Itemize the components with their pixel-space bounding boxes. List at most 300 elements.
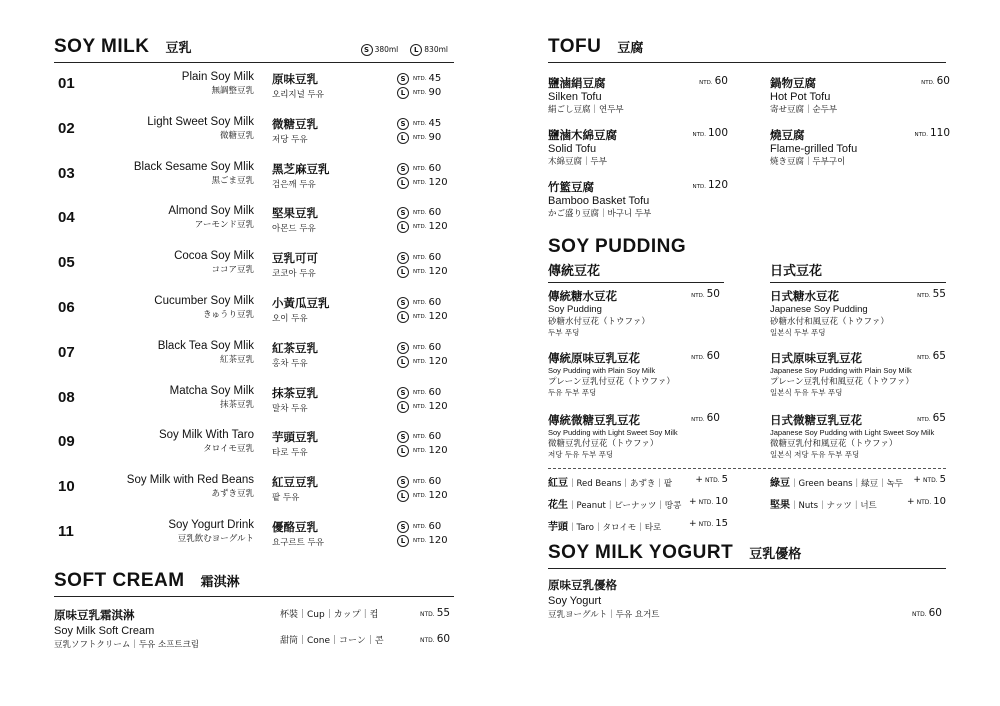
pudding-name-zh: 傳統微糖豆乳豆花 [548, 413, 640, 427]
currency-label: NTD. [413, 134, 427, 141]
item-prices [397, 386, 448, 414]
price-s [397, 162, 448, 176]
large-size-icon: L [397, 177, 409, 189]
price-l [397, 131, 441, 145]
size-small: S 380ml [361, 44, 399, 56]
currency-label: NTD. [413, 389, 427, 396]
topping-item [770, 496, 946, 511]
yogurt-name-mix: 豆乳ヨーグルト｜두유 요거트 [548, 610, 660, 620]
item-name-jp: アーモンド豆乳 [194, 220, 254, 231]
pudding-name-en: Japanese Soy Pudding with Light Sweet Soy Milk [770, 428, 935, 437]
price-value: 60 [428, 341, 442, 353]
tofu-name-zh: 燒豆腐 [770, 128, 805, 142]
pudding-name-mix1: 砂糖水付和風豆花（トウファ） [770, 317, 889, 327]
tofu-price-value: 100 [707, 127, 728, 139]
topping-name-zh: 堅果 [770, 500, 790, 511]
item-number: 04 [58, 209, 75, 227]
tofu-item [548, 75, 728, 115]
tofu-name-mix: かご盛り豆腐｜바구니 두부 [548, 209, 652, 219]
soy-pudding-title: SOY PUDDING [548, 236, 687, 257]
price-s [397, 72, 441, 86]
currency-label: NTD. [921, 80, 935, 86]
left-column [54, 36, 454, 663]
soy-milk-header [54, 36, 454, 63]
item-name-en: Almond Soy Milk [168, 205, 254, 218]
item-name-kr: 말차 두유 [272, 403, 308, 414]
topping-name-rest: ｜Green beans｜緑豆｜녹두 [790, 479, 904, 489]
soft-cream-name-en: Soy Milk Soft Cream [54, 624, 155, 637]
currency-label: NTD. [699, 80, 713, 86]
yogurt-name-en: Soy Yogurt [548, 595, 602, 607]
soy-milk-row [54, 421, 454, 466]
item-name-kr: 오리지널 두유 [272, 90, 324, 100]
small-size-icon: S [397, 521, 409, 533]
topping-price-value: 10 [933, 496, 946, 507]
pudding-item [770, 288, 946, 338]
large-size-icon: L [397, 266, 409, 278]
price-value: 120 [428, 355, 448, 367]
pudding-price-value: 65 [932, 412, 946, 424]
item-name-jp: タロイモ豆乳 [203, 444, 254, 455]
small-size-icon: S [397, 118, 409, 130]
item-name-jp: 抹茶豆乳 [219, 399, 254, 410]
price-value: 60 [428, 520, 442, 532]
item-name-zh: 堅果豆乳 [272, 206, 318, 221]
currency-label: NTD. [691, 293, 705, 299]
pudding-name-zh: 傳統原味豆乳豆花 [548, 351, 640, 365]
pudding-price [917, 412, 946, 424]
item-number: 02 [58, 119, 75, 137]
pudding-price-value: 60 [706, 350, 720, 362]
currency-label: NTD. [413, 76, 427, 82]
tofu-price-value: 120 [707, 179, 728, 191]
item-name-en: Soy Milk With Taro [158, 429, 254, 442]
item-name-jp: 微糖豆乳 [219, 130, 254, 141]
currency-label: NTD. [413, 537, 427, 544]
item-names [154, 295, 254, 320]
currency-label: NTD. [413, 269, 427, 276]
topping-name [548, 474, 695, 489]
item-name-kr: 홍차 두유 [272, 358, 308, 369]
item-names [168, 519, 254, 544]
price-s [397, 475, 448, 489]
cone-price: NTD. 60 [420, 632, 451, 645]
topping-price-value: 15 [715, 518, 728, 529]
topping-name [770, 496, 907, 511]
topping-price [689, 496, 728, 511]
item-number: 06 [58, 298, 75, 316]
item-names [170, 385, 254, 410]
tofu-item [548, 179, 728, 219]
item-name-zh: 原味豆乳 [272, 72, 318, 86]
large-size-icon: L [397, 356, 409, 368]
right-column [548, 36, 950, 633]
topping-name-zh: 芋頭 [548, 522, 568, 533]
item-prices [397, 430, 448, 458]
currency-label: NTD. [413, 448, 427, 455]
soy-milk-title: SOY MILK [54, 36, 150, 57]
small-size-icon: S [397, 342, 409, 354]
price-value: 60 [428, 252, 442, 264]
currency-label: NTD. [698, 521, 714, 528]
soft-cream-options [280, 607, 450, 659]
topping-name-zh: 紅豆 [548, 478, 568, 489]
price-value: 120 [428, 266, 448, 278]
item-names-zh [272, 385, 318, 414]
topping-name-rest: ｜Taro｜タロイモ｜타로 [568, 523, 662, 533]
tofu-price [921, 75, 950, 87]
tofu-title-zh: 豆腐 [617, 41, 644, 56]
pudding-name-mix2: 일본식 두부 푸딩 [770, 328, 826, 337]
tofu-header [548, 36, 946, 63]
price-s [397, 430, 448, 444]
tofu-name-mix: 寄せ豆腐｜순두부 [770, 105, 838, 115]
item-names-zh [272, 71, 324, 100]
tofu-name-mix: 焼き豆腐｜두부구이 [770, 157, 846, 167]
topping-name-rest: ｜Peanut｜ピーナッツ｜땅콩 [568, 501, 682, 511]
topping-item [548, 496, 728, 511]
yogurt-price: NTD. 60 [911, 607, 942, 619]
plus-sign: + [907, 497, 915, 507]
topping-list [548, 466, 946, 533]
price-s [397, 520, 448, 534]
pudding-price-value: 60 [706, 412, 720, 424]
pudding-price-value: 55 [932, 288, 946, 300]
large-size-icon: L [397, 132, 409, 144]
currency-label: NTD. [413, 523, 427, 530]
soft-cream-title: SOFT CREAM [54, 569, 185, 591]
topping-price [913, 474, 946, 489]
tofu-item [770, 127, 950, 167]
item-number: 03 [58, 164, 75, 182]
item-prices [397, 72, 441, 100]
tofu-price [692, 179, 728, 191]
tofu-title: TOFU [548, 36, 602, 57]
large-size-icon: L [397, 311, 409, 323]
tofu-name-zh: 鍋物豆腐 [770, 76, 816, 90]
pudding-price-value: 65 [932, 350, 946, 362]
yogurt-title: SOY MILK YOGURT [548, 542, 734, 563]
soy-milk-row [54, 197, 454, 242]
soft-cream-name-zh: 原味豆乳霜淇淋 [54, 607, 135, 622]
soy-milk-row [54, 287, 454, 332]
currency-label: NTD. [917, 355, 931, 361]
currency-label: NTD. [413, 255, 427, 262]
pudding-name-mix1: プレーン豆乳付豆花（トウファ） [548, 377, 675, 387]
currency-label: NTD. [413, 479, 427, 486]
topping-price-value: 5 [939, 474, 946, 485]
currency-label: NTD. [413, 493, 427, 500]
yogurt-name-zh: 原味豆乳優格 [548, 578, 617, 592]
item-number: 01 [58, 75, 75, 92]
yogurt-item [548, 577, 946, 633]
item-names-zh [272, 295, 330, 324]
yogurt-title-zh: 豆乳優格 [749, 547, 802, 562]
currency-label: NTD. [698, 499, 714, 506]
item-prices [397, 206, 448, 234]
item-name-zh: 微糖豆乳 [272, 116, 318, 131]
item-name-jp: 紅茶豆乳 [219, 354, 254, 365]
soy-milk-row [54, 511, 454, 556]
price-value: 60 [428, 476, 442, 488]
cup-option [280, 607, 450, 633]
pudding-name-mix1: 砂糖水付豆花（トウファ） [548, 317, 650, 327]
item-prices [397, 251, 448, 279]
item-name-en: Black Tea Soy Mlik [157, 339, 254, 352]
currency-label: NTD. [413, 165, 427, 172]
item-number: 07 [58, 343, 75, 361]
item-name-en: Soy Milk with Red Beans [126, 474, 254, 487]
item-number: 05 [58, 254, 75, 272]
cone-option [280, 633, 450, 659]
price-value: 45 [428, 117, 442, 129]
price-l [397, 176, 448, 190]
pudding-name-mix2: 두부 푸딩 [548, 328, 580, 337]
currency-label: NTD. [413, 358, 427, 365]
soy-pudding-list [548, 282, 946, 466]
pudding-price [691, 350, 720, 362]
tofu-name-en: Silken Tofu [548, 91, 602, 103]
small-size-icon: S [397, 431, 409, 443]
item-name-kr: 팥 두유 [272, 493, 300, 504]
currency-label: NTD. [413, 120, 427, 127]
large-size-icon: L [397, 445, 409, 457]
topping-item [548, 518, 728, 533]
soy-milk-title-zh: 豆乳 [165, 41, 192, 56]
item-name-zh: 抹茶豆乳 [272, 385, 318, 400]
currency-label: NTD. [413, 344, 427, 351]
topping-name [770, 474, 913, 489]
item-name-en: Light Sweet Soy Milk [147, 115, 254, 128]
item-name-en: Black Sesame Soy Mlik [133, 160, 254, 173]
price-value: 60 [428, 296, 442, 308]
item-name-kr: 타로 두유 [272, 448, 308, 459]
pudding-name-mix2: 저당 두유 두부 푸딩 [548, 450, 614, 459]
item-name-kr: 저당 두유 [272, 134, 308, 145]
cone-label: 甜筒｜Cone｜コーン｜콘 [280, 635, 384, 646]
tofu-item [548, 127, 728, 167]
item-names-zh [272, 474, 318, 503]
tofu-price [699, 75, 728, 87]
small-size-icon: S [397, 207, 409, 219]
large-size-icon: L [397, 221, 409, 233]
price-value: 120 [428, 400, 448, 412]
plus-sign: + [689, 497, 697, 507]
topping-price [907, 496, 946, 511]
item-names [134, 161, 254, 186]
currency-label: NTD. [914, 132, 928, 138]
pudding-name-zh: 日式微糖豆乳豆花 [770, 413, 862, 427]
currency-label: NTD. [413, 313, 427, 320]
pudding-name-en: Soy Pudding [548, 304, 602, 315]
small-size-icon: S [361, 44, 373, 56]
topping-name-rest: ｜Nuts｜ナッツ｜너트 [790, 501, 877, 511]
tofu-price [914, 127, 950, 139]
item-name-en: Matcha Soy Milk [169, 384, 254, 397]
item-names [174, 250, 254, 275]
pudding-price [691, 412, 720, 424]
price-l [397, 489, 448, 503]
tofu-name-zh: 鹽滷木綿豆腐 [548, 128, 617, 142]
price-value: 120 [428, 310, 448, 322]
currency-label: NTD. [922, 477, 938, 484]
price-value: 120 [428, 490, 448, 502]
price-l [397, 355, 448, 369]
tofu-name-en: Bamboo Basket Tofu [548, 195, 650, 207]
soy-milk-row [54, 242, 454, 287]
large-size-icon: L [397, 87, 409, 99]
item-names [127, 474, 254, 499]
plus-sign: + [913, 475, 921, 485]
item-names-zh [272, 250, 318, 279]
small-size-icon: S [397, 297, 409, 309]
price-value: 45 [428, 73, 442, 84]
large-size-icon: L [397, 401, 409, 413]
pudding-item [548, 350, 720, 398]
price-value: 60 [428, 207, 442, 219]
currency-label: NTD. [692, 132, 706, 138]
item-name-en: Cucumber Soy Milk [154, 294, 254, 307]
price-value: 120 [428, 445, 448, 457]
item-name-jp: 無調整豆乳 [211, 86, 254, 96]
topping-price-value: 10 [715, 496, 728, 507]
price-value: 90 [428, 87, 442, 98]
item-number: 09 [58, 433, 75, 451]
price-l [397, 310, 448, 324]
currency-label: NTD. [917, 293, 931, 299]
price-l [397, 220, 448, 234]
pudding-price [917, 288, 946, 300]
item-names-zh [272, 429, 318, 458]
large-size-icon: L [397, 490, 409, 502]
item-name-zh: 豆乳可可 [272, 251, 318, 266]
item-name-en: Soy Yogurt Drink [168, 518, 254, 531]
topping-price [695, 474, 728, 489]
item-prices [397, 296, 448, 324]
soft-cream-title-zh: 霜淇淋 [200, 574, 240, 590]
tofu-name-zh: 鹽滷絹豆腐 [548, 76, 606, 90]
price-l [397, 86, 441, 100]
plus-sign: + [689, 519, 697, 529]
item-names [159, 429, 254, 454]
tofu-name-zh: 竹籃豆腐 [548, 180, 594, 194]
currency-label: NTD. [413, 299, 427, 306]
item-number: 08 [58, 388, 75, 406]
item-prices [397, 117, 441, 145]
topping-item [770, 474, 946, 489]
pudding-item [770, 350, 946, 398]
item-name-kr: 아몬드 두유 [272, 224, 316, 235]
price-l [397, 265, 448, 279]
price-l [397, 444, 448, 458]
topping-price [689, 518, 728, 533]
item-name-jp: ココア豆乳 [211, 265, 254, 276]
currency-label: NTD. [692, 184, 706, 190]
item-prices [397, 341, 448, 369]
item-names [147, 116, 254, 141]
soy-milk-row [54, 466, 454, 511]
price-value: 120 [428, 221, 448, 233]
tofu-price-value: 60 [936, 75, 950, 87]
pudding-name-zh: 傳統糖水豆花 [548, 289, 617, 303]
small-size-icon: S [397, 252, 409, 264]
item-name-kr: 오이 두유 [272, 313, 308, 324]
size-legend [361, 44, 448, 56]
item-name-kr: 코코아 두유 [272, 269, 316, 280]
small-size-icon: S [397, 387, 409, 399]
item-prices [397, 475, 448, 503]
plus-sign: + [695, 475, 703, 485]
topping-item [548, 474, 728, 489]
soy-milk-row [54, 108, 454, 153]
currency-label: NTD. [691, 417, 705, 423]
price-value: 60 [428, 431, 442, 443]
soft-cream-name-mix: 豆乳ソフトクリーム｜두유 소프트크림 [54, 639, 200, 650]
item-name-jp: きゅうり豆乳 [202, 309, 254, 320]
topping-name-zh: 花生 [548, 500, 568, 511]
item-names [158, 340, 254, 365]
yogurt-header [548, 542, 946, 569]
topping-name-zh: 綠豆 [770, 478, 790, 489]
item-name-en: Cocoa Soy Milk [174, 250, 254, 263]
tofu-name-mix: 絹ごし豆腐｜연두부 [548, 105, 624, 115]
item-name-jp: 黒ごま豆乳 [211, 175, 254, 186]
item-prices [397, 520, 448, 548]
pudding-item [548, 288, 720, 338]
large-size-icon: L [397, 535, 409, 547]
pudding-price [691, 288, 720, 300]
pudding-name-en: Japanese Soy Pudding with Plain Soy Milk [770, 366, 912, 375]
item-number: 11 [58, 522, 74, 540]
item-names-zh [272, 205, 318, 234]
price-s [397, 206, 448, 220]
small-size-icon: S [397, 73, 409, 85]
item-names-zh [272, 340, 318, 369]
soy-milk-row [54, 377, 454, 422]
item-names-zh [272, 519, 324, 548]
currency-label: NTD. [413, 179, 427, 186]
item-names [168, 205, 254, 230]
item-name-jp: 豆乳飲むヨーグルト [177, 533, 254, 544]
currency-label: NTD. [413, 434, 427, 441]
tofu-price [692, 127, 728, 139]
item-names-zh [272, 116, 318, 145]
currency-label: NTD. [413, 224, 427, 231]
pudding-name-mix2: 두유 두부 푸딩 [548, 388, 597, 397]
pudding-name-mix1: プレーン豆乳付和風豆花（トウファ） [770, 377, 914, 387]
pudding-name-zh: 日式原味豆乳豆花 [770, 351, 862, 365]
soy-milk-list [54, 63, 454, 556]
item-name-zh: 紅豆豆乳 [272, 475, 318, 490]
pudding-name-en: Soy Pudding with Plain Soy Milk [548, 366, 656, 375]
item-name-en: Plain Soy Milk [181, 71, 254, 83]
currency-label: NTD. [413, 210, 427, 217]
pudding-price-value: 50 [706, 288, 720, 300]
pudding-name-zh: 日式糖水豆花 [770, 289, 839, 303]
item-name-kr: 요구르트 두유 [272, 537, 324, 548]
item-name-zh: 芋頭豆乳 [272, 430, 318, 445]
item-names [182, 71, 254, 96]
tofu-price-value: 60 [714, 75, 728, 87]
large-size-icon: L [410, 44, 422, 56]
pudding-name-en: Soy Pudding with Light Sweet Soy Milk [548, 428, 678, 437]
item-prices [397, 162, 448, 190]
topping-name [548, 496, 689, 511]
pudding-price [917, 350, 946, 362]
price-s [397, 341, 448, 355]
price-s [397, 296, 448, 310]
soy-milk-row [54, 153, 454, 198]
